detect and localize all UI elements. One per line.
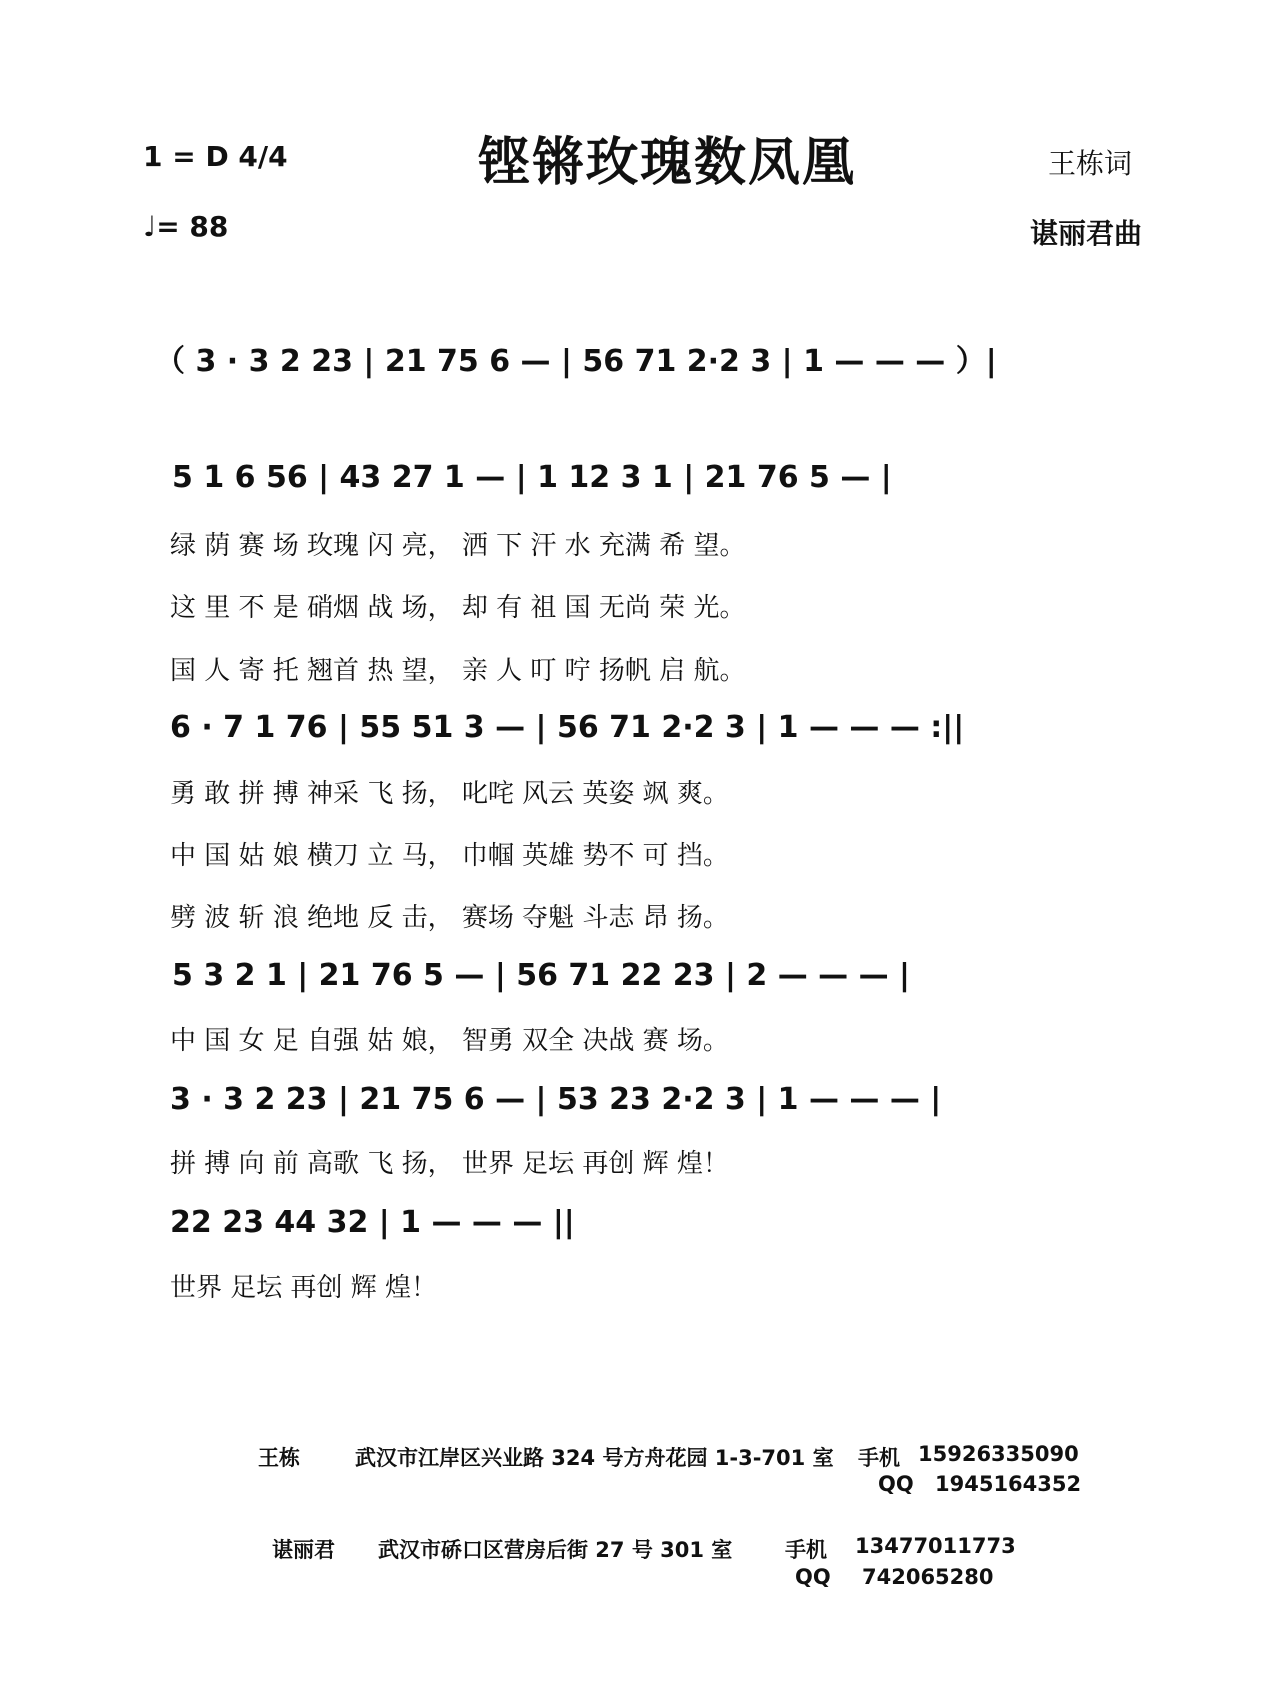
staff-3: 5 3 2 1 | 21 76 5 — | 56 71 22 23 | 2 — — — | (172, 958, 911, 993)
verse1-line2: 勇 敢 拼 搏 神采 飞 扬， 叱咤 风云 英姿 飒 爽。 (170, 779, 729, 809)
verse2-line2: 中 国 姑 娘 横刀 立 马， 巾帼 英雄 势不 可 挡。 (170, 841, 729, 871)
lyric-4: 拼 搏 向 前 高歌 飞 扬， 世界 足坛 再创 辉 煌！ (170, 1149, 729, 1179)
wang-address: 武汉市江岸区兴业路 324 号方舟花园 1-3-701 室 (355, 1446, 834, 1470)
tempo: ♩= 88 (143, 210, 229, 243)
chen-name: 谌丽君 (272, 1538, 335, 1562)
staff-4: 3 · 3 2 23 | 21 75 6 — | 53 23 2·2 3 | 1 — — — | (170, 1082, 942, 1117)
lyricist: 王栋词 (1048, 147, 1133, 180)
chen-phone-label: 手机 (785, 1538, 827, 1562)
chen-qq-label: QQ (795, 1565, 831, 1589)
chen-qq: 742065280 (862, 1565, 994, 1589)
wang-qq-label: QQ (878, 1472, 914, 1496)
verse2-line1: 这 里 不 是 硝烟 战 场， 却 有 祖 国 无尚 荣 光。 (170, 593, 746, 623)
wang-name: 王栋 (258, 1446, 300, 1470)
verse3-line1: 国 人 寄 托 翘首 热 望， 亲 人 叮 咛 扬帆 启 航。 (170, 656, 746, 686)
lyric-5: 世界 足坛 再创 辉 煌！ (170, 1273, 438, 1303)
chen-address: 武汉市硚口区营房后街 27 号 301 室 (378, 1538, 733, 1562)
song-title: 铿锵玫瑰数凤凰 (478, 133, 857, 193)
prelude-staff: （ 3 · 3 2 23 | 21 75 6 — | 56 71 2·2 3 | 1 — — — ）| (155, 344, 997, 379)
key-signature: 1 = D 4/4 (143, 140, 288, 173)
wang-qq: 1945164352 (935, 1472, 1082, 1496)
staff-1: 5 1 6 56 | 43 27 1 — | 1 12 3 1 | 21 76 5 — | (172, 460, 892, 495)
wang-phone: 15926335090 (918, 1442, 1079, 1466)
wang-phone-label: 手机 (858, 1446, 900, 1470)
chen-phone: 13477011773 (855, 1534, 1016, 1558)
verse3-line2: 劈 波 斩 浪 绝地 反 击， 赛场 夺魁 斗志 昂 扬。 (170, 903, 729, 933)
lyric-3: 中 国 女 足 自强 姑 娘， 智勇 双全 决战 赛 场。 (170, 1026, 729, 1056)
verse1-line1: 绿 荫 赛 场 玫瑰 闪 亮， 洒 下 汗 水 充满 希 望。 (170, 531, 746, 561)
staff-2: 6 · 7 1 76 | 55 51 3 — | 56 71 2·2 3 | 1 — — — :|| (170, 710, 965, 745)
composer: 谌丽君曲 (1030, 217, 1143, 250)
staff-5: 22 23 44 32 | 1 — — — || (170, 1205, 575, 1240)
